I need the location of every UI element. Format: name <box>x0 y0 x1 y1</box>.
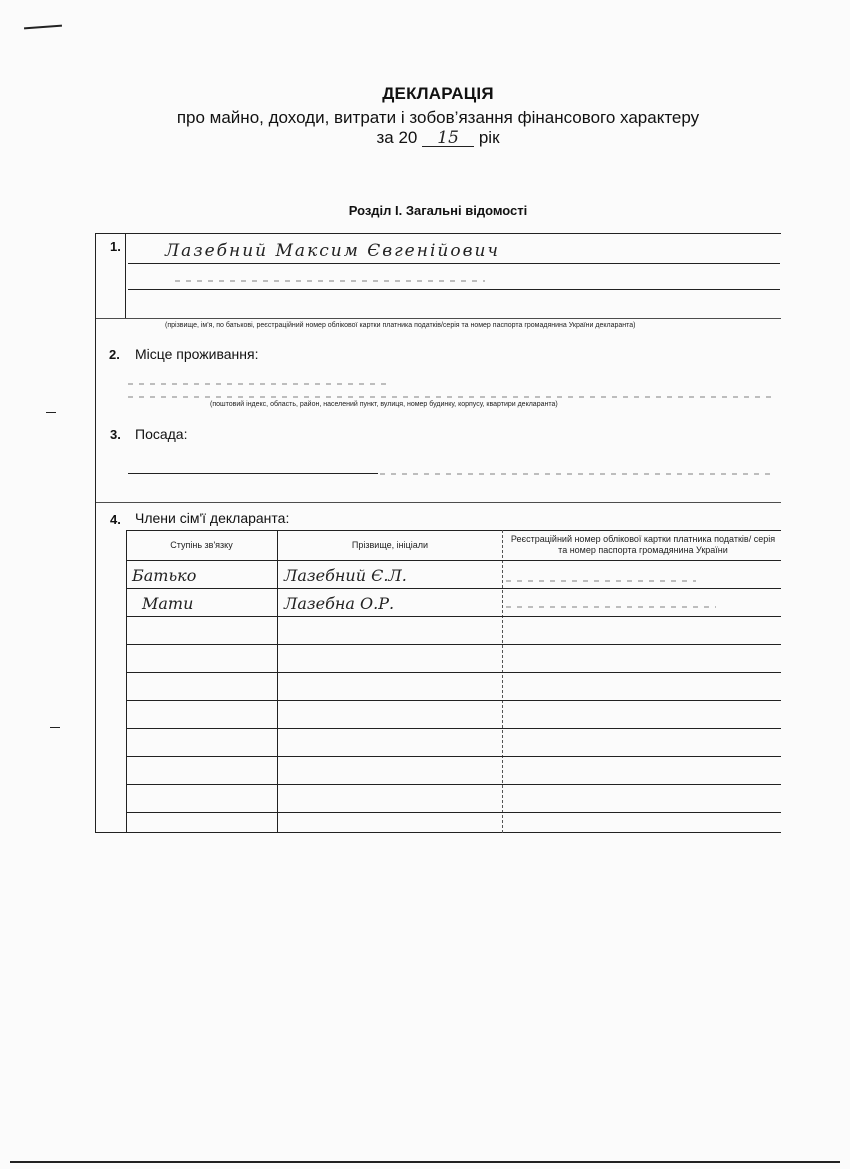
item2-number: 2. <box>109 347 120 362</box>
table-row-2-relation: Мати <box>142 594 194 613</box>
table-row-line <box>126 644 781 645</box>
table-col-divider-2 <box>502 530 503 833</box>
table-left <box>126 530 127 833</box>
divider-item1 <box>95 318 781 319</box>
scan-edge-bottom <box>10 1161 840 1163</box>
item4-number: 4. <box>110 512 121 527</box>
table-header-bottom <box>126 560 781 561</box>
item1-line-1 <box>128 263 780 264</box>
table-row-1-name: Лазебний Є.Л. <box>284 566 407 585</box>
section-title: Розділ І. Загальні відомості <box>348 203 528 218</box>
table-row-2-name: Лазебна О.Р. <box>284 594 395 613</box>
table-row-line <box>126 700 781 701</box>
table-top <box>126 530 781 531</box>
item1-caption: (прізвище, ім'я, по батькові, реєстраційний номер облікової картки платника податків/серія та номер паспорта громадянина України декларанта) <box>165 322 636 329</box>
table-header-registration: Реєстраційний номер облікової картки платника податків/ серія та номер паспорта громадянина України <box>510 534 776 555</box>
table-row-line <box>126 588 781 589</box>
frame-left <box>95 233 96 833</box>
table-row-line <box>126 672 781 673</box>
table-header-relation: Ступінь зв'язку <box>170 540 233 550</box>
document-year <box>0 128 850 148</box>
item1-line-2 <box>128 289 780 290</box>
table-row-1-relation: Батько <box>132 566 197 585</box>
table-row-line <box>126 616 781 617</box>
item1-redacted <box>175 280 485 282</box>
table-row-1-redacted <box>506 580 696 582</box>
item4-label: Члени сім'ї декларанта: <box>135 510 290 526</box>
document-subtitle: про майно, доходи, витрати і зобов’язання фінансового характеру <box>176 108 700 127</box>
item2-redacted-2 <box>128 396 776 398</box>
table-col-divider-1 <box>277 530 278 833</box>
item1-name: Лазебний Максим Євгенійович <box>165 241 500 261</box>
table-row-2-redacted <box>506 606 716 608</box>
scan-mark-top-left <box>24 25 62 30</box>
table-row-line <box>126 784 781 785</box>
item3-label: Посада: <box>135 426 188 442</box>
item2-redacted-1 <box>128 383 388 385</box>
scan-mark-left-1 <box>46 412 56 413</box>
item1-number: 1. <box>110 239 121 254</box>
document-title: ДЕКЛАРАЦІЯ <box>382 84 494 103</box>
item3-line <box>128 473 378 474</box>
item2-caption: (поштовий індекс, область, район, населений пункт, вулиця, номер будинку, корпусу, квартири декларанта) <box>210 401 558 408</box>
year-prefix: за 20 <box>376 128 418 147</box>
scan-mark-left-2 <box>50 727 60 728</box>
table-header-name: Прізвище, ініціали <box>351 540 429 550</box>
table-row-line <box>126 812 781 813</box>
item3-number: 3. <box>110 427 121 442</box>
divider-item4 <box>95 502 781 503</box>
item3-redacted <box>380 473 776 475</box>
frame-top <box>95 233 781 234</box>
family-table <box>126 530 781 833</box>
item2-label: Місце проживання: <box>135 346 259 362</box>
table-row-line <box>126 728 781 729</box>
year-value: 15 <box>422 130 474 147</box>
table-row-line <box>126 756 781 757</box>
year-suffix: рік <box>478 128 500 147</box>
item1-inner-left <box>125 233 126 318</box>
